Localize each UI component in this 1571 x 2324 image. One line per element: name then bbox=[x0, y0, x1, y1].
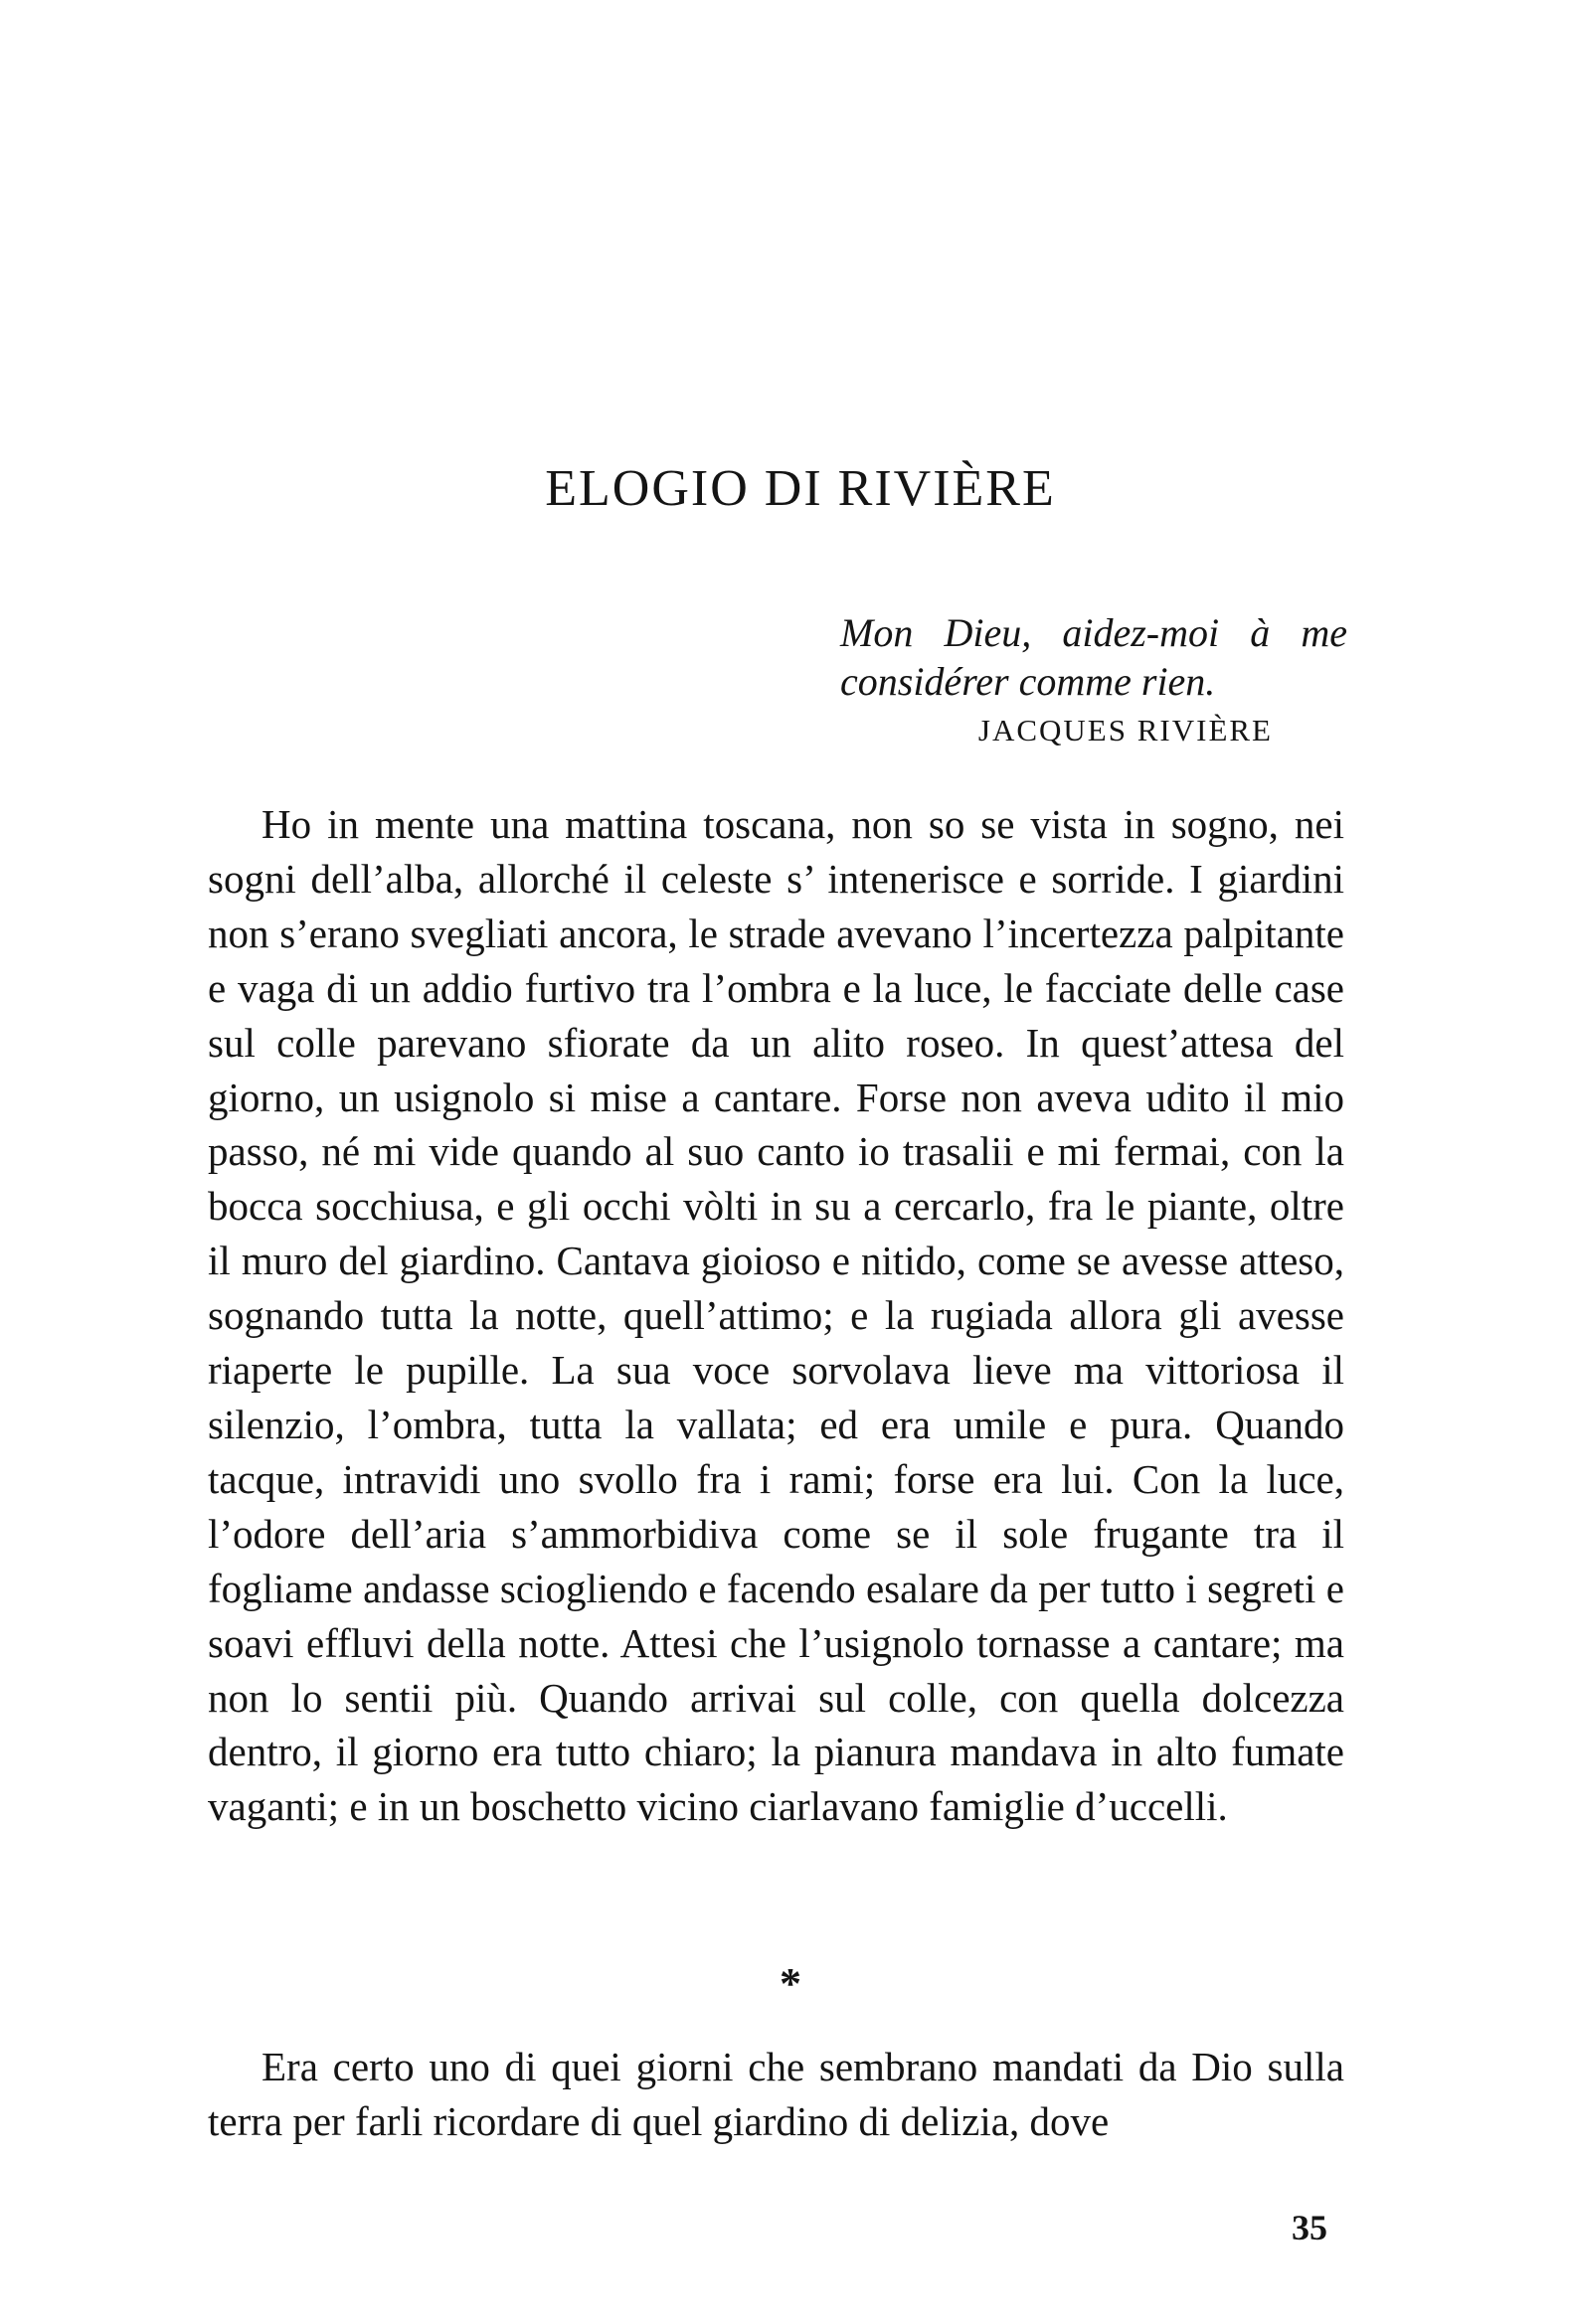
epigraph-line-2: considérer comme rien. bbox=[840, 659, 1216, 704]
body-text-continued bbox=[208, 2040, 1344, 2149]
section-separator: * bbox=[780, 1959, 801, 2008]
page-number: 35 bbox=[1292, 2208, 1327, 2247]
epigraph-author: JACQUES RIVIÈRE bbox=[977, 713, 1273, 747]
paragraph: Ho in mente una mattina toscana, non so se vista in sogno, nei sogni dell’alba, allorché il celeste s’ intenerisce e sorride. I giardini non s’erano svegliati ancora, le strade avevano l’incertezza palpitante e vaga di un addio furtivo tra l’ombra e la luce, le facciate delle case sul colle parevano sfiorate da un alito roseo. In quest’attesa del giorno, un usignolo si mise a cantare. Forse non aveva udito il mio passo, né mi vide quando al suo canto io trasalii e mi fermai, con la bocca socchiusa, e gli occhi vòlti in su a cercarlo, fra le piante, oltre il muro del giardino. Cantava gioioso e nitido, come se avesse atteso, sognando tutta la notte, quell’attimo; e la rugiada allora gli avesse riaperte le pupille. La sua voce sorvolava lieve ma vittoriosa il silenzio, l’ombra, tutta la vallata; ed era umile e pura. Quando tacque, intravidi uno svollo fra i rami; forse era lui. Con la luce, l’odore dell’aria s’ammorbidiva come se il sole frugante tra il fogliame andasse sciogliendo e facendo esalare da per tutto i segreti e soavi effluvi della notte. Attesi che l’usignolo tornasse a cantare; ma non lo sentii più. Quando arrivai sul colle, con quella dolcezza dentro, il giorno era tutto chiaro; la pianura mandava in alto fumate vaganti; e in un boschetto vicino ciarlavano famiglie d’uccelli. bbox=[208, 801, 1344, 1830]
body-text bbox=[208, 797, 1344, 1834]
epigraph bbox=[840, 608, 1347, 706]
paragraph: Era certo uno di quei giorni che sembrano mandati da Dio sulla terra per farli ricordare di quel giardino di delizia, dove bbox=[208, 2044, 1344, 2144]
epigraph-line-1: Mon Dieu, aidez-moi à me bbox=[840, 610, 1347, 655]
chapter-title: ELOGIO DI RIVIÈRE bbox=[545, 460, 1056, 517]
